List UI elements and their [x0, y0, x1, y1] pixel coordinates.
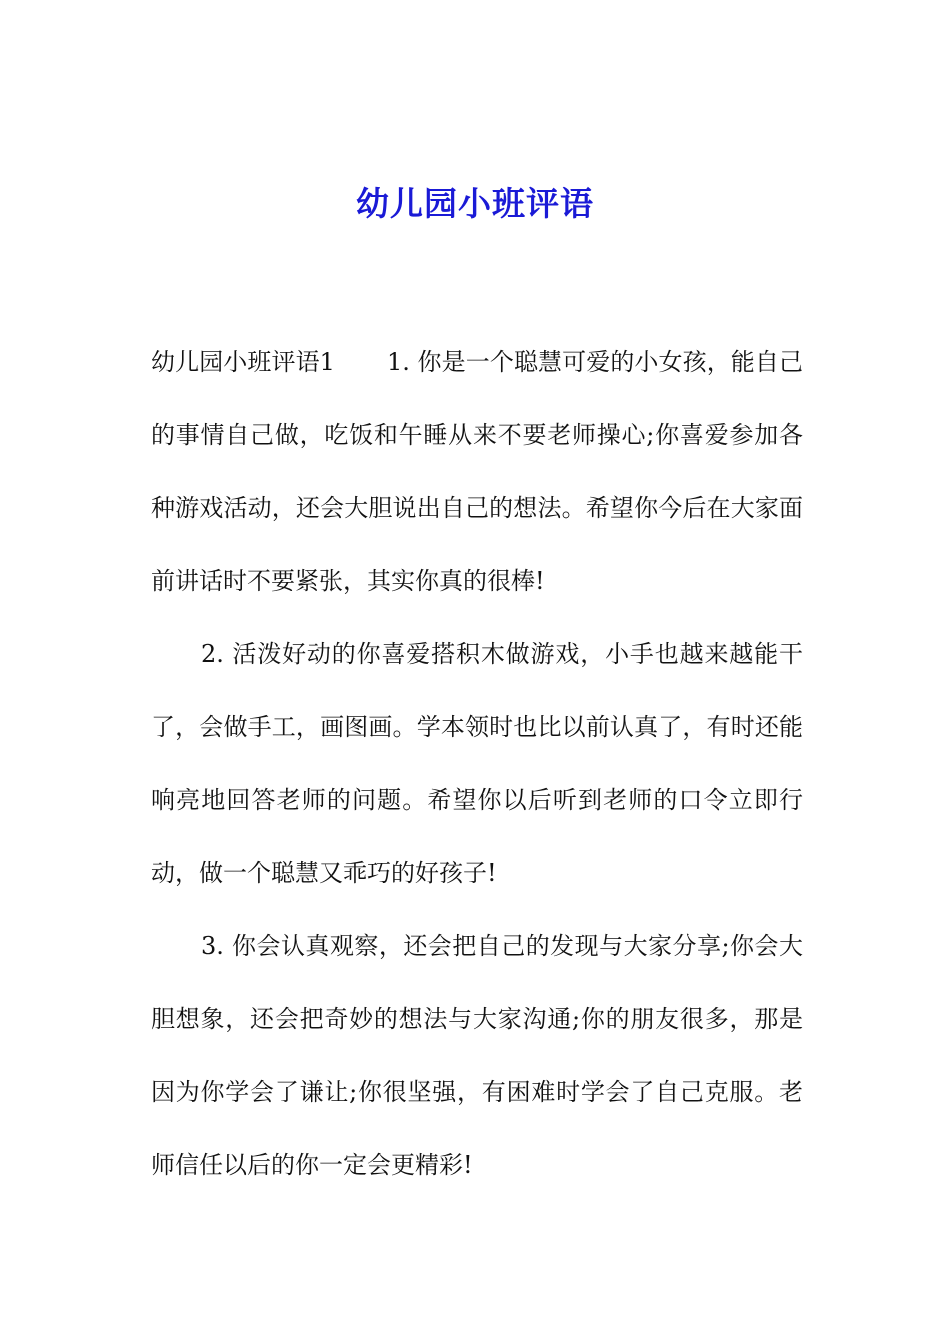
document-title: 幼儿园小班评语 — [356, 184, 594, 223]
section-heading: 幼儿园小班评语1 — [151, 348, 335, 376]
paragraph-2: 2. 活泼好动的你喜爱搭积木做游戏，小手也越来越能干了，会做手工，画图画。学本领时也比以前认真了，有时还能响亮地回答老师的问题。希望你以后听到老师的口令立即行动，做一个聪慧又乖巧的好孩子! — [151, 640, 803, 887]
paragraph-1 — [151, 326, 803, 618]
document-body — [151, 326, 803, 1202]
paragraph-1-text: 1. 你是一个聪慧可爱的小女孩，能自己的事情自己做，吃饭和午睡从来不要老师操心;你喜爱参加各种游戏活动，还会大胆说出自己的想法。希望你今后在大家面前讲话时不要紧张，其实你真的很棒! — [151, 348, 803, 595]
paragraph-3: 3. 你会认真观察，还会把自己的发现与大家分享;你会大胆想象，还会把奇妙的想法与大家沟通;你的朋友很多，那是因为你学会了谦让;你很坚强，有困难时学会了自己克服。老师信任以后的你一定会更精彩! — [151, 932, 803, 1179]
